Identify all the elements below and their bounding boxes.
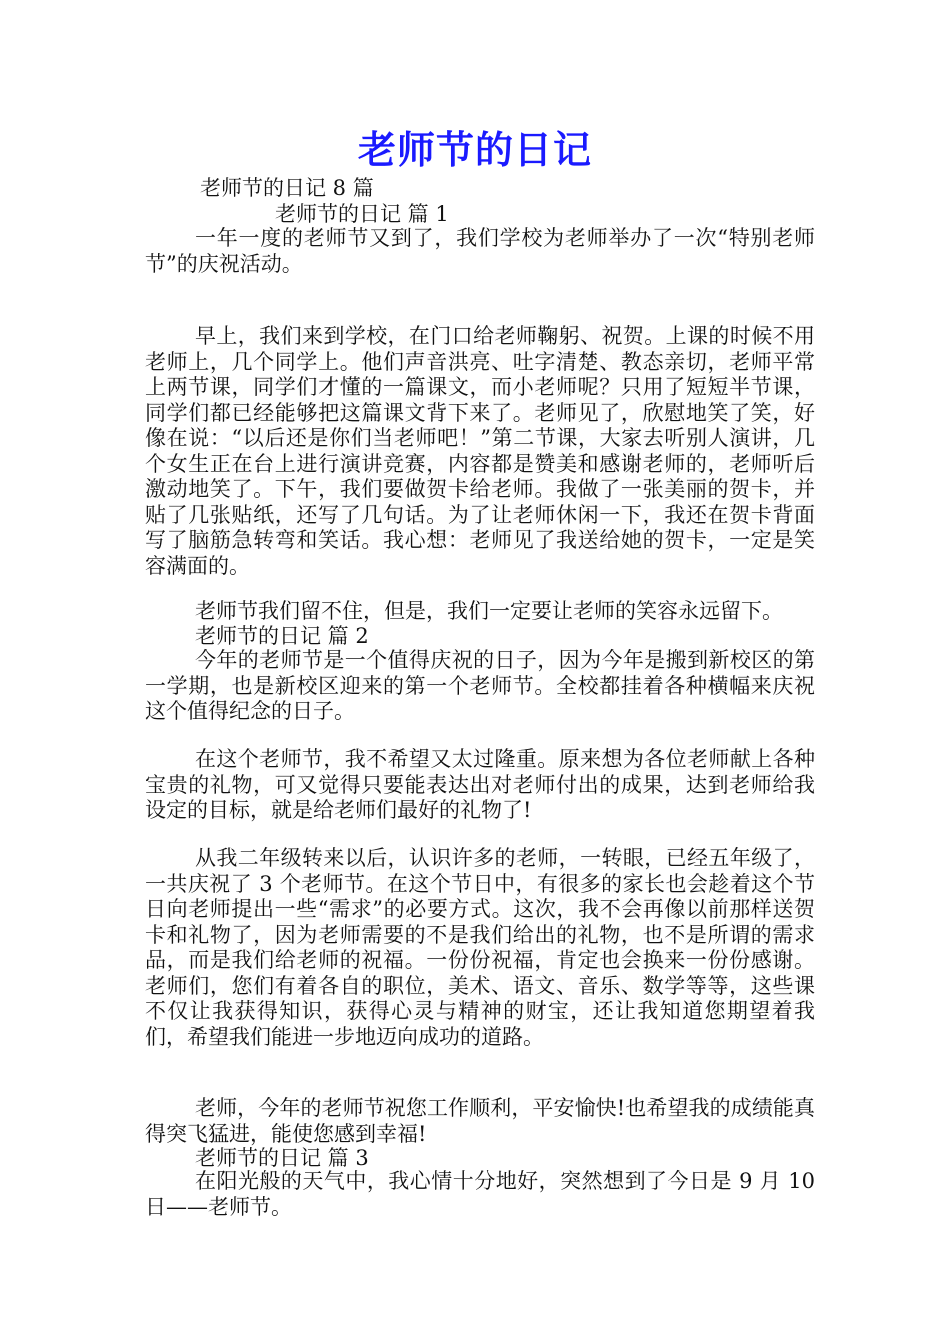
section-heading-2: 老师节的日记 篇 2	[195, 624, 369, 648]
paragraph-text: 从我二年级转来以后，认识许多的老师，一转眼，已经五年级了，一共庆祝了 3 个老师节。在这个节日中，有很多的家长也会趁着这个节日向老师提出一些“需求”的必要方式。这次，我不会再像以前那样送贺卡和礼物了，因为老师需要的不是我们给出的礼物，也不是所谓的需求品，而是我们给老师的祝福。一份份祝福，肯定也会换来一份份感谢。老师们，您们有着各自的职位，美术、语文、音乐、数学等等，这些课不仅让我获得知识，获得心灵与精神的财宝，还让我知道您期望着我们，希望我们能进一步地迈向成功的道路。	[145, 846, 815, 1049]
section-3-para-1	[145, 1169, 815, 1220]
paragraph-text: 在这个老师节，我不希望又太过隆重。原来想为各位老师献上各种宝贵的礼物，可又觉得只要能表达出对老师付出的成果，达到老师给我设定的目标，就是给老师们最好的礼物了!	[145, 747, 815, 822]
section-1-para-2	[145, 324, 815, 579]
section-heading-3: 老师节的日记 篇 3	[195, 1146, 369, 1170]
paragraph-text: 今年的老师节是一个值得庆祝的日子，因为今年是搬到新校区的第一学期，也是新校区迎来的第一个老师节。全校都挂着各种横幅来庆祝这个值得纪念的日子。	[145, 648, 815, 723]
paragraph-text: 一年一度的老师节又到了，我们学校为老师举办了一次“特别老师节”的庆祝活动。	[145, 226, 815, 276]
document-subtitle: 老师节的日记 8 篇	[200, 176, 374, 200]
document-title: 老师节的日记	[357, 127, 592, 172]
section-1-para-1	[145, 226, 815, 277]
paragraph-text: 早上，我们来到学校，在门口给老师鞠躬、祝贺。上课的时候不用老师上，几个同学上。他们声音洪亮、吐字清楚、教态亲切，老师平常上两节课，同学们才懂的一篇课文，而小老师呢？只用了短短半节课，同学们都已经能够把这篇课文背下来了。老师见了，欣慰地笑了笑，好像在说：“以后还是你们当老师吧！”第二节课，大家去听别人演讲，几个女生正在台上进行演讲竞赛，内容都是赞美和感谢老师的，老师听后激动地笑了。下午，我们要做贺卡给老师。我做了一张美丽的贺卡，并贴了几张贴纸，还写了几句话。为了让老师休闲一下，我还在贺卡背面写了脑筋急转弯和笑话。我心想：老师见了我送给她的贺卡，一定是笑容满面的。	[145, 324, 815, 578]
section-heading-1: 老师节的日记 篇 1	[275, 202, 449, 226]
section-2-para-2	[145, 747, 815, 824]
paragraph-text: 老师节我们留不住，但是，我们一定要让老师的笑容永远留下。	[195, 599, 783, 623]
section-2-para-1	[145, 648, 815, 725]
section-2-para-4	[145, 1096, 815, 1147]
paragraph-text: 在阳光般的天气中，我心情十分地好，突然想到了今日是 9 月 10 日——老师节。	[145, 1169, 815, 1219]
section-2-para-3	[145, 846, 815, 1050]
paragraph-text: 老师，今年的老师节祝您工作顺利，平安愉快!也希望我的成绩能真得突飞猛进，能使您感到幸福!	[145, 1096, 815, 1146]
section-1-para-3	[145, 599, 815, 625]
